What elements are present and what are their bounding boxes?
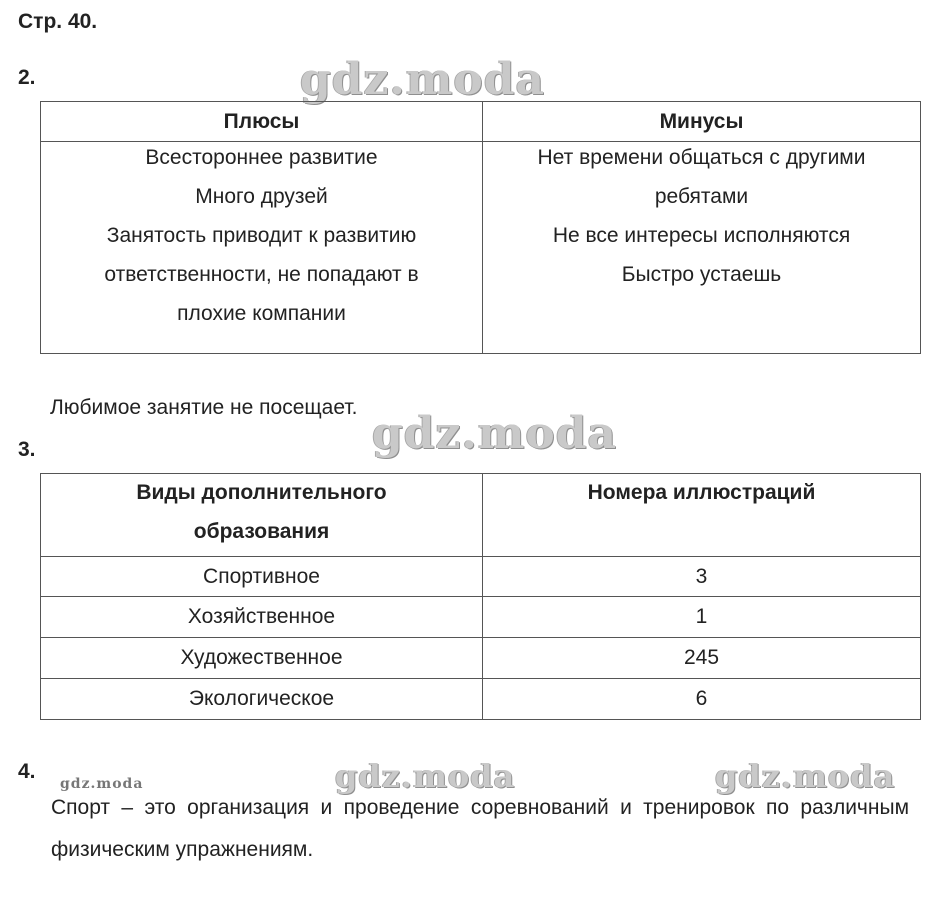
- cons-line: ребятами: [654, 185, 749, 208]
- watermark: gdz.moda: [60, 776, 144, 792]
- header-line: Виды дополнительного: [136, 481, 387, 504]
- table-row: [41, 679, 921, 720]
- task-4-number: 4.: [18, 760, 36, 783]
- cons-cell: [483, 142, 921, 354]
- pros-cell: [41, 142, 483, 354]
- pros-header: Плюсы: [41, 102, 483, 142]
- table-row: [41, 597, 921, 638]
- header-education-type: [41, 474, 483, 557]
- illustration-numbers: 1: [483, 597, 921, 638]
- pros-line: Всестороннее развитие: [145, 146, 378, 169]
- cons-line: Нет времени общаться с другими: [537, 146, 866, 169]
- cons-line: Не все интересы исполняются: [552, 224, 851, 247]
- table-row: [41, 638, 921, 679]
- table-row: [41, 557, 921, 597]
- watermark: gdz.moda: [335, 757, 516, 795]
- cons-header: Минусы: [483, 102, 921, 142]
- pros-line: плохие компании: [177, 302, 346, 325]
- watermark: gdz.moda: [715, 757, 896, 795]
- header-line: образования: [193, 520, 330, 543]
- header-illustrations: [483, 474, 921, 557]
- pros-line: Занятость приводит к развитию: [106, 224, 417, 247]
- watermark: gdz.moda: [300, 54, 546, 105]
- illustration-numbers: 3: [483, 557, 921, 597]
- task-3-number: 3.: [18, 438, 36, 461]
- education-type: Художественное: [41, 638, 483, 679]
- task-4-text: Спорт – это организация и проведение соревнований и тренировок по различным физическим упражнениям.: [51, 796, 909, 861]
- watermark: gdz.moda: [372, 408, 618, 459]
- cons-line: Быстро устаешь: [621, 263, 782, 286]
- pros-line: Много друзей: [195, 185, 328, 208]
- education-type: Хозяйственное: [41, 597, 483, 638]
- illustration-numbers: 6: [483, 679, 921, 720]
- page-header: Стр. 40.: [18, 10, 98, 33]
- pros-line: ответственности, не попадают в: [104, 263, 419, 286]
- education-type: Спортивное: [41, 557, 483, 597]
- education-type: Экологическое: [41, 679, 483, 720]
- illustration-numbers: 245: [483, 638, 921, 679]
- header-line: Номера иллюстраций: [587, 481, 816, 504]
- education-table: [40, 473, 921, 720]
- task-2-note: Любимое занятие не посещает.: [50, 396, 358, 419]
- task-2-number: 2.: [18, 66, 36, 89]
- pros-cons-table: [40, 101, 921, 354]
